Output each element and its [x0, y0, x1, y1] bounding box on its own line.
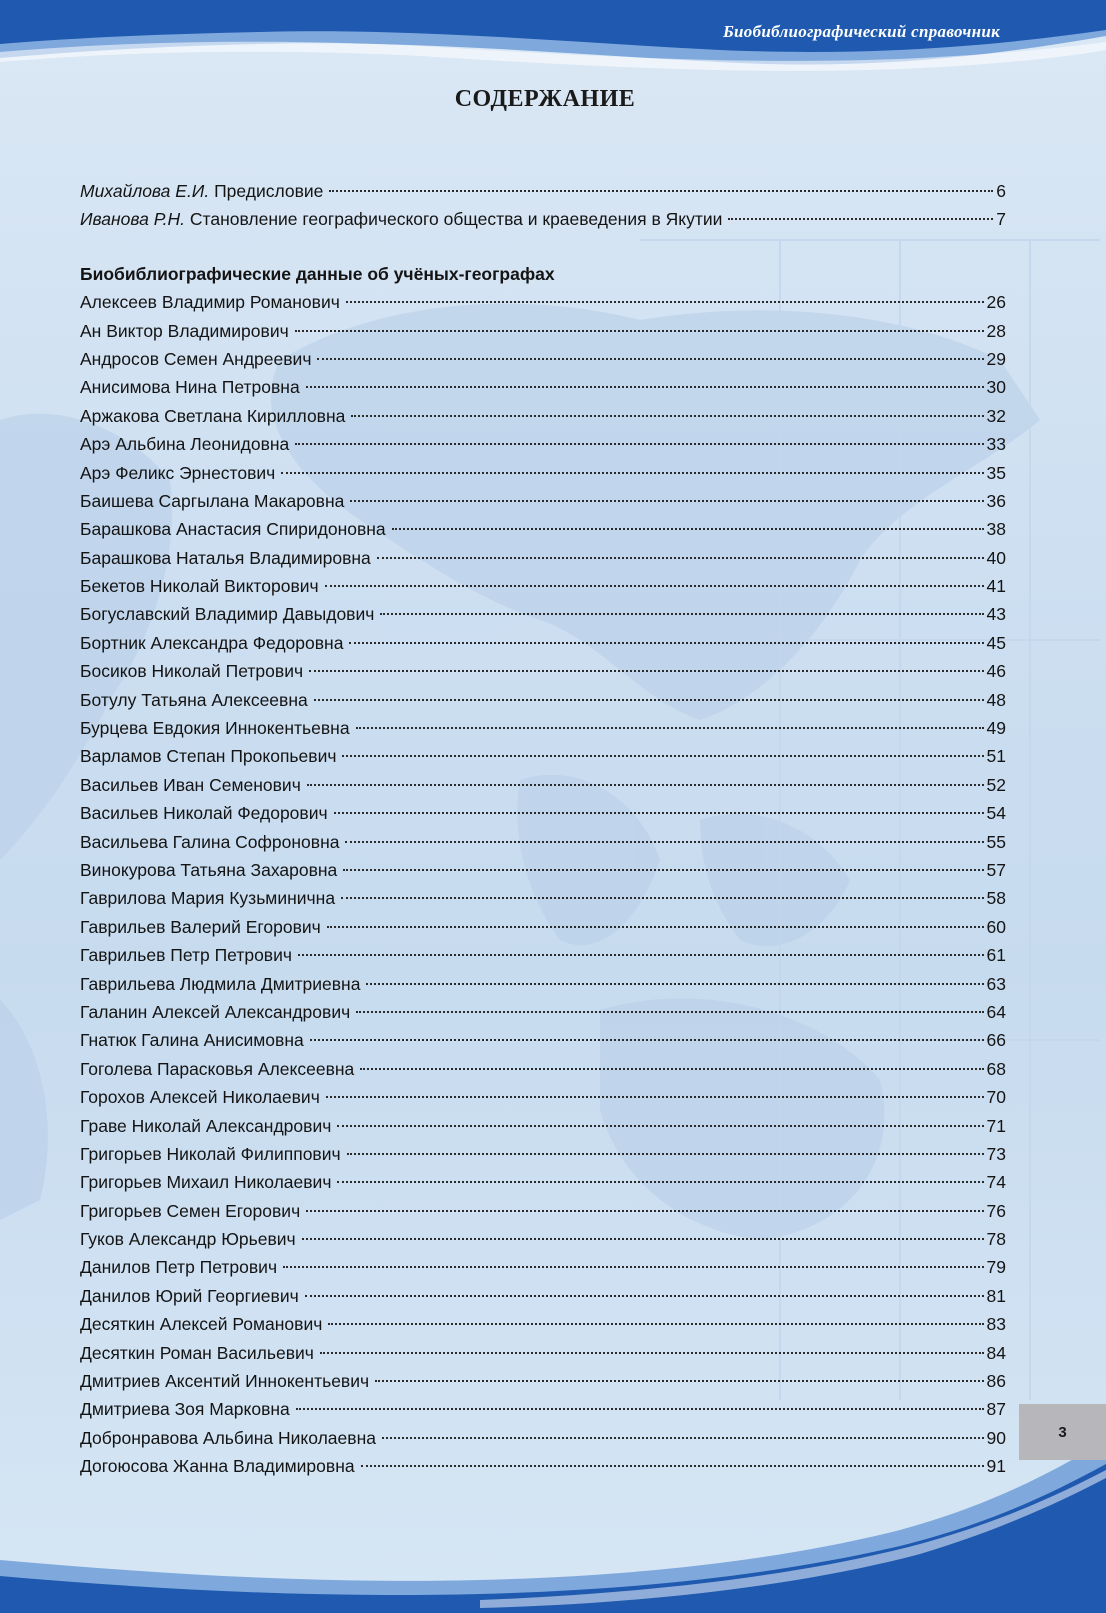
toc-page-number: 76: [986, 1200, 1006, 1221]
toc-page-number: 7: [996, 209, 1006, 230]
toc-page-number: 90: [986, 1427, 1006, 1448]
dot-leader: [728, 217, 993, 220]
toc-entry-name: Гоголева Парасковья Алексеевна: [80, 1058, 355, 1079]
dot-leader: [320, 1351, 984, 1354]
toc-page-number: 58: [986, 888, 1006, 909]
toc-page-number: 41: [986, 576, 1006, 597]
toc-intro-label: [80, 177, 323, 205]
dot-leader: [377, 556, 984, 559]
toc-title-text: Становление географического общества и краеведения в Якутии: [189, 209, 723, 230]
toc-entry: [80, 799, 1006, 827]
dot-leader: [343, 868, 983, 871]
toc-page-number: 32: [986, 405, 1006, 426]
toc-entry-name: Варламов Степан Прокопьевич: [80, 746, 337, 767]
table-of-contents: [80, 177, 1006, 1481]
toc-entry-list: [80, 288, 1006, 1480]
toc-page-number: 36: [986, 490, 1006, 511]
toc-row-intro: [80, 177, 1006, 205]
dot-leader: [366, 982, 983, 985]
toc-page-number: 68: [986, 1058, 1006, 1079]
toc-entry-name: Десяткин Алексей Романович: [80, 1314, 323, 1335]
toc-entry: [80, 459, 1006, 487]
toc-page-number: 35: [986, 462, 1006, 483]
toc-title-text: Предисловие: [214, 181, 324, 201]
toc-entry: [80, 884, 1006, 912]
toc-page-number: 73: [986, 1143, 1006, 1164]
toc-page-number: 84: [986, 1342, 1006, 1363]
toc-entry-name: Богуславский Владимир Давыдович: [80, 604, 375, 625]
dot-leader: [326, 1095, 984, 1098]
dot-leader: [347, 1152, 984, 1155]
dot-leader: [382, 1436, 984, 1439]
toc-page-number: 57: [986, 859, 1006, 880]
toc-entry: [80, 1424, 1006, 1452]
toc-entry-name: Добронравова Альбина Николаевна: [80, 1427, 376, 1448]
toc-page-number: 74: [986, 1172, 1006, 1193]
toc-entry-name: Десяткин Роман Васильевич: [80, 1342, 314, 1363]
dot-leader: [317, 357, 983, 360]
toc-page-number: 60: [986, 916, 1006, 937]
toc-page-number: 81: [986, 1285, 1006, 1306]
toc-entry-name: Гаврилова Мария Кузьминична: [80, 888, 336, 909]
toc-entry-name: Гаврильев Валерий Егорович: [80, 916, 321, 937]
toc-entry: [80, 1168, 1006, 1196]
toc-row-intro: [80, 205, 1006, 233]
toc-entry: [80, 1339, 1006, 1367]
toc-entry-name: Гнатюк Галина Анисимовна: [80, 1030, 304, 1051]
header-title: Биобиблиографический справочник: [722, 22, 1000, 41]
toc-entry: [80, 686, 1006, 714]
dot-leader: [302, 1237, 984, 1240]
dot-leader: [307, 783, 984, 786]
dot-leader: [295, 442, 983, 445]
dot-leader: [314, 698, 984, 701]
dot-leader: [306, 385, 984, 388]
toc-entry: [80, 345, 1006, 373]
dot-leader: [295, 329, 984, 332]
toc-entry-name: Бортник Александра Федоровна: [80, 632, 344, 653]
toc-page-number: 66: [986, 1030, 1006, 1051]
dot-leader: [306, 1209, 983, 1212]
toc-entry-name: Анисимова Нина Петровна: [80, 377, 300, 398]
toc-page-number: 86: [986, 1371, 1006, 1392]
toc-entry-name: Васильев Николай Федорович: [80, 803, 328, 824]
toc-page-number: 61: [986, 945, 1006, 966]
page-number-tab: [1019, 1404, 1106, 1460]
toc-entry-name: Андросов Семен Андреевич: [80, 348, 312, 369]
dot-leader: [283, 1265, 983, 1268]
dot-leader: [328, 1322, 983, 1325]
toc-entry-name: Галанин Алексей Александрович: [80, 1001, 351, 1022]
toc-entry-name: Ботулу Татьяна Алексеевна: [80, 689, 308, 710]
toc-entry: [80, 1395, 1006, 1423]
toc-page-number: 45: [986, 632, 1006, 653]
toc-entry: [80, 1197, 1006, 1225]
dot-leader: [360, 1067, 983, 1070]
toc-entry-name: Горохов Алексей Николаевич: [80, 1087, 320, 1108]
toc-entry-name: Граве Николай Александрович: [80, 1115, 332, 1136]
toc-author: Михайлова Е.И.: [80, 181, 210, 201]
toc-entry-name: Бекетов Николай Викторович: [80, 576, 319, 597]
dot-leader: [392, 527, 984, 530]
toc-entry-name: Арэ Феликс Эрнестович: [80, 462, 276, 483]
dot-leader: [337, 1124, 983, 1127]
page-title: СОДЕРЖАНИЕ: [454, 86, 636, 112]
toc-entry: [80, 402, 1006, 430]
dot-leader: [310, 1038, 984, 1041]
toc-entry-name: Васильева Галина Софроновна: [80, 831, 340, 852]
page-number: 3: [1058, 1423, 1067, 1441]
toc-page-number: 51: [986, 746, 1006, 767]
toc-entry: [80, 1282, 1006, 1310]
toc-entry-name: Гуков Александр Юрьевич: [80, 1229, 296, 1250]
dot-leader: [350, 499, 983, 502]
dot-leader: [334, 811, 984, 814]
toc-page-number: 79: [986, 1257, 1006, 1278]
toc-entry: [80, 1310, 1006, 1338]
toc-page-number: 54: [986, 803, 1006, 824]
toc-entry: [80, 913, 1006, 941]
toc-entry: [80, 970, 1006, 998]
toc-entry-name: Гаврильев Петр Петрович: [80, 945, 292, 966]
toc-entry-name: Арэ Альбина Леонидовна: [80, 434, 290, 455]
toc-page-number: 63: [986, 973, 1006, 994]
toc-entry: [80, 544, 1006, 572]
dot-leader: [346, 300, 984, 303]
dot-leader: [327, 925, 984, 928]
toc-entry: [80, 998, 1006, 1026]
toc-page-number: 43: [986, 604, 1006, 625]
toc-entry-name: Васильев Иван Семенович: [80, 774, 301, 795]
toc-page-number: 52: [986, 774, 1006, 795]
toc-entry-name: Григорьев Николай Филиппович: [80, 1143, 341, 1164]
toc-entry: [80, 1253, 1006, 1281]
toc-entry-name: Догоюсова Жанна Владимировна: [80, 1456, 355, 1477]
toc-entry-name: Алексеев Владимир Романович: [80, 292, 340, 313]
toc-page-number: 38: [986, 519, 1006, 540]
toc-entry: [80, 430, 1006, 458]
toc-page-number: 87: [986, 1399, 1006, 1420]
toc-page-number: 48: [986, 689, 1006, 710]
toc-entry-name: Винокурова Татьяна Захаровна: [80, 859, 338, 880]
toc-entry: [80, 941, 1006, 969]
dot-leader: [281, 471, 983, 474]
dot-leader: [345, 840, 983, 843]
toc-page-number: 78: [986, 1229, 1006, 1250]
toc-entry-name: Ан Виктор Владимирович: [80, 320, 289, 341]
toc-page-number: 49: [986, 718, 1006, 739]
toc-entry-name: Дмитриева Зоя Марковна: [80, 1399, 290, 1420]
toc-entry: [80, 572, 1006, 600]
dot-leader: [329, 189, 993, 192]
toc-entry: [80, 1112, 1006, 1140]
toc-page-number: 33: [986, 434, 1006, 455]
toc-page-number: 83: [986, 1314, 1006, 1335]
toc-entry: [80, 1055, 1006, 1083]
toc-entry-name: Аржакова Светлана Кирилловна: [80, 405, 346, 426]
toc-entry: [80, 657, 1006, 685]
toc-page-number: 46: [986, 661, 1006, 682]
toc-entry: [80, 600, 1006, 628]
dot-leader: [356, 1010, 983, 1013]
toc-entry: [80, 1452, 1006, 1480]
toc-entry-name: Босиков Николай Петрович: [80, 661, 304, 682]
dot-leader: [356, 726, 984, 729]
toc-entry-name: Бурцева Евдокия Иннокентьевна: [80, 718, 350, 739]
dot-leader: [325, 584, 984, 587]
toc-entry-name: Дмитриев Аксентий Иннокентьевич: [80, 1371, 370, 1392]
toc-page-number: 29: [986, 348, 1006, 369]
toc-entry-name: Барашкова Анастасия Спиридоновна: [80, 519, 386, 540]
toc-page-number: 26: [986, 292, 1006, 313]
toc-entry-name: Гаврильева Людмила Дмитриевна: [80, 973, 361, 994]
toc-entry: [80, 515, 1006, 543]
toc-page-number: 28: [986, 320, 1006, 341]
toc-entry-name: Данилов Юрий Георгиевич: [80, 1285, 299, 1306]
toc-entry-name: Барашкова Наталья Владимировна: [80, 547, 371, 568]
dot-leader: [305, 1294, 984, 1297]
toc-page-number: 30: [986, 377, 1006, 398]
toc-entry-name: Баишева Саргылана Макаровна: [80, 490, 345, 511]
toc-entry: [80, 714, 1006, 742]
dot-leader: [298, 953, 984, 956]
toc-entry: [80, 373, 1006, 401]
dot-leader: [361, 1464, 984, 1467]
dot-leader: [309, 669, 983, 672]
toc-entry: [80, 1026, 1006, 1054]
toc-entry-name: Данилов Петр Петрович: [80, 1257, 278, 1278]
toc-entry: [80, 288, 1006, 316]
toc-page-number: 91: [986, 1456, 1006, 1477]
dot-leader: [380, 612, 983, 615]
toc-entry-name: Григорьев Семен Егорович: [80, 1200, 301, 1221]
toc-page-number: 6: [996, 181, 1006, 201]
toc-entry: [80, 1140, 1006, 1168]
toc-page-number: 55: [986, 831, 1006, 852]
dot-leader: [341, 896, 983, 899]
toc-entry: [80, 856, 1006, 884]
toc-entry-name: Григорьев Михаил Николаевич: [80, 1172, 332, 1193]
toc-page-number: 40: [986, 547, 1006, 568]
toc-entry: [80, 629, 1006, 657]
toc-entry: [80, 1083, 1006, 1111]
toc-entry: [80, 771, 1006, 799]
section-heading: Биобиблиографические данные об учёных-географах: [80, 263, 555, 284]
toc-page-number: 71: [986, 1115, 1006, 1136]
toc-entry: [80, 487, 1006, 515]
toc-entry: [80, 742, 1006, 770]
toc-entry: [80, 1367, 1006, 1395]
dot-leader: [337, 1180, 983, 1183]
dot-leader: [342, 754, 983, 757]
toc-intro-label: [80, 205, 722, 233]
toc-author: Иванова Р.Н.: [80, 209, 186, 230]
toc-page-number: 64: [986, 1001, 1006, 1022]
dot-leader: [296, 1407, 984, 1410]
dot-leader: [351, 414, 983, 417]
toc-entry: [80, 317, 1006, 345]
toc-entry: [80, 828, 1006, 856]
dot-leader: [375, 1379, 983, 1382]
toc-page-number: 70: [986, 1087, 1006, 1108]
dot-leader: [349, 641, 983, 644]
toc-entry: [80, 1225, 1006, 1253]
